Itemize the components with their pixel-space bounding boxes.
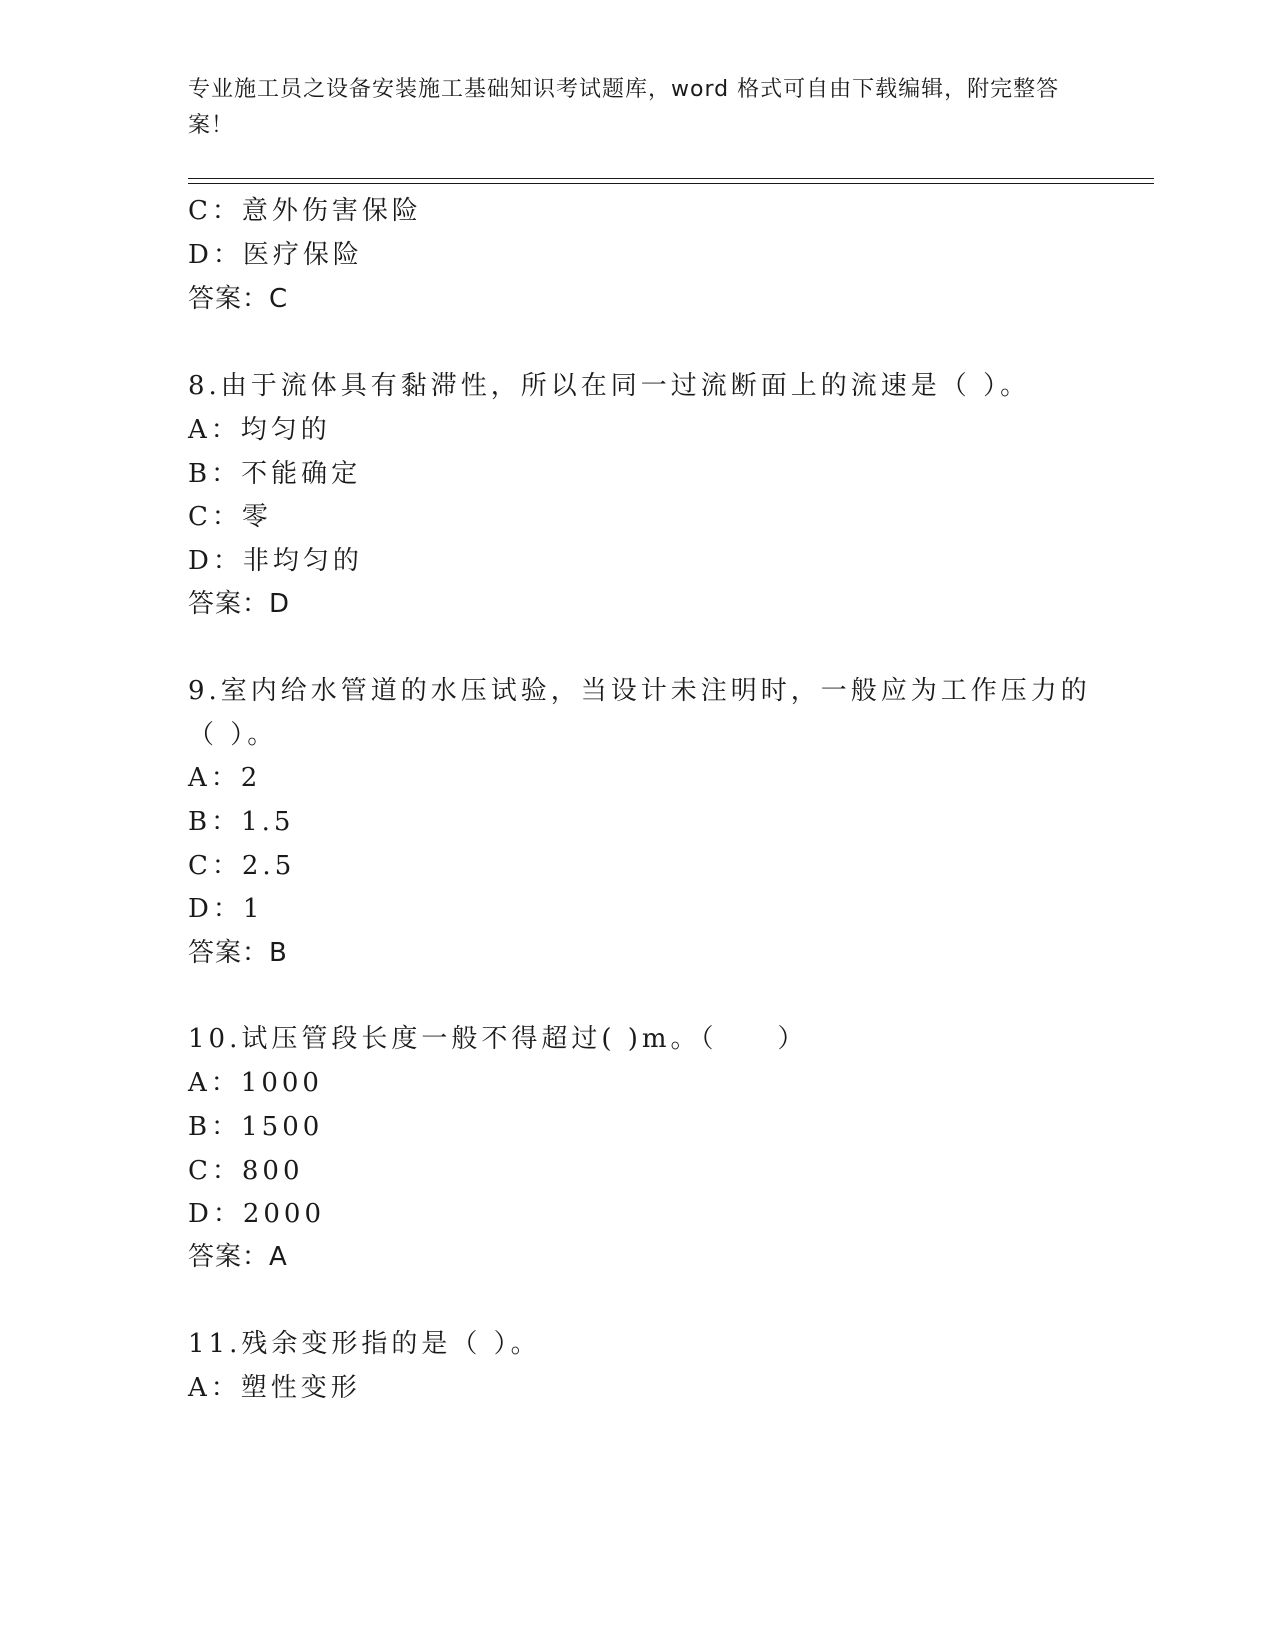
option-b: B：1.5 <box>188 807 295 837</box>
question-stem-continued: （ ）。 <box>188 720 278 750</box>
option-c: C：意外伤害保险 <box>188 196 422 226</box>
option-a: A：2 <box>188 763 262 793</box>
answer-line: 答案：B <box>188 938 288 968</box>
header-divider-top <box>188 178 1154 179</box>
option-c: C：零 <box>188 502 272 532</box>
question-stem: 11.残余变形指的是（ ）。 <box>188 1329 541 1359</box>
option-a: A：均匀的 <box>188 415 331 445</box>
answer-line: 答案：C <box>188 284 289 314</box>
document-header: 专业施工员之设备安装施工基础知识考试题库，word 格式可自由下载编辑，附完整答案！ <box>188 77 1060 138</box>
option-b: B：1500 <box>188 1112 324 1142</box>
question-stem: 8.由于流体具有黏滞性，所以在同一过流断面上的流速是（ ）。 <box>188 371 1031 401</box>
option-d: D：1 <box>188 894 264 924</box>
question-stem: 9.室内给水管道的水压试验，当设计未注明时，一般应为工作压力的 <box>188 676 1091 706</box>
option-d: D：非均匀的 <box>188 546 363 576</box>
option-d: D：2000 <box>188 1199 326 1229</box>
option-c: C：800 <box>188 1156 304 1186</box>
option-c: C：2.5 <box>188 851 296 881</box>
option-a: A：塑性变形 <box>188 1373 361 1403</box>
option-d: D：医疗保险 <box>188 240 363 270</box>
header-divider-bottom <box>188 183 1154 184</box>
answer-line: 答案：D <box>188 589 291 619</box>
answer-line: 答案：A <box>188 1242 288 1272</box>
option-a: A：1000 <box>188 1068 323 1098</box>
question-stem: 10.试压管段长度一般不得超过( )m。（ ） <box>188 1024 808 1054</box>
option-b: B：不能确定 <box>188 459 362 489</box>
